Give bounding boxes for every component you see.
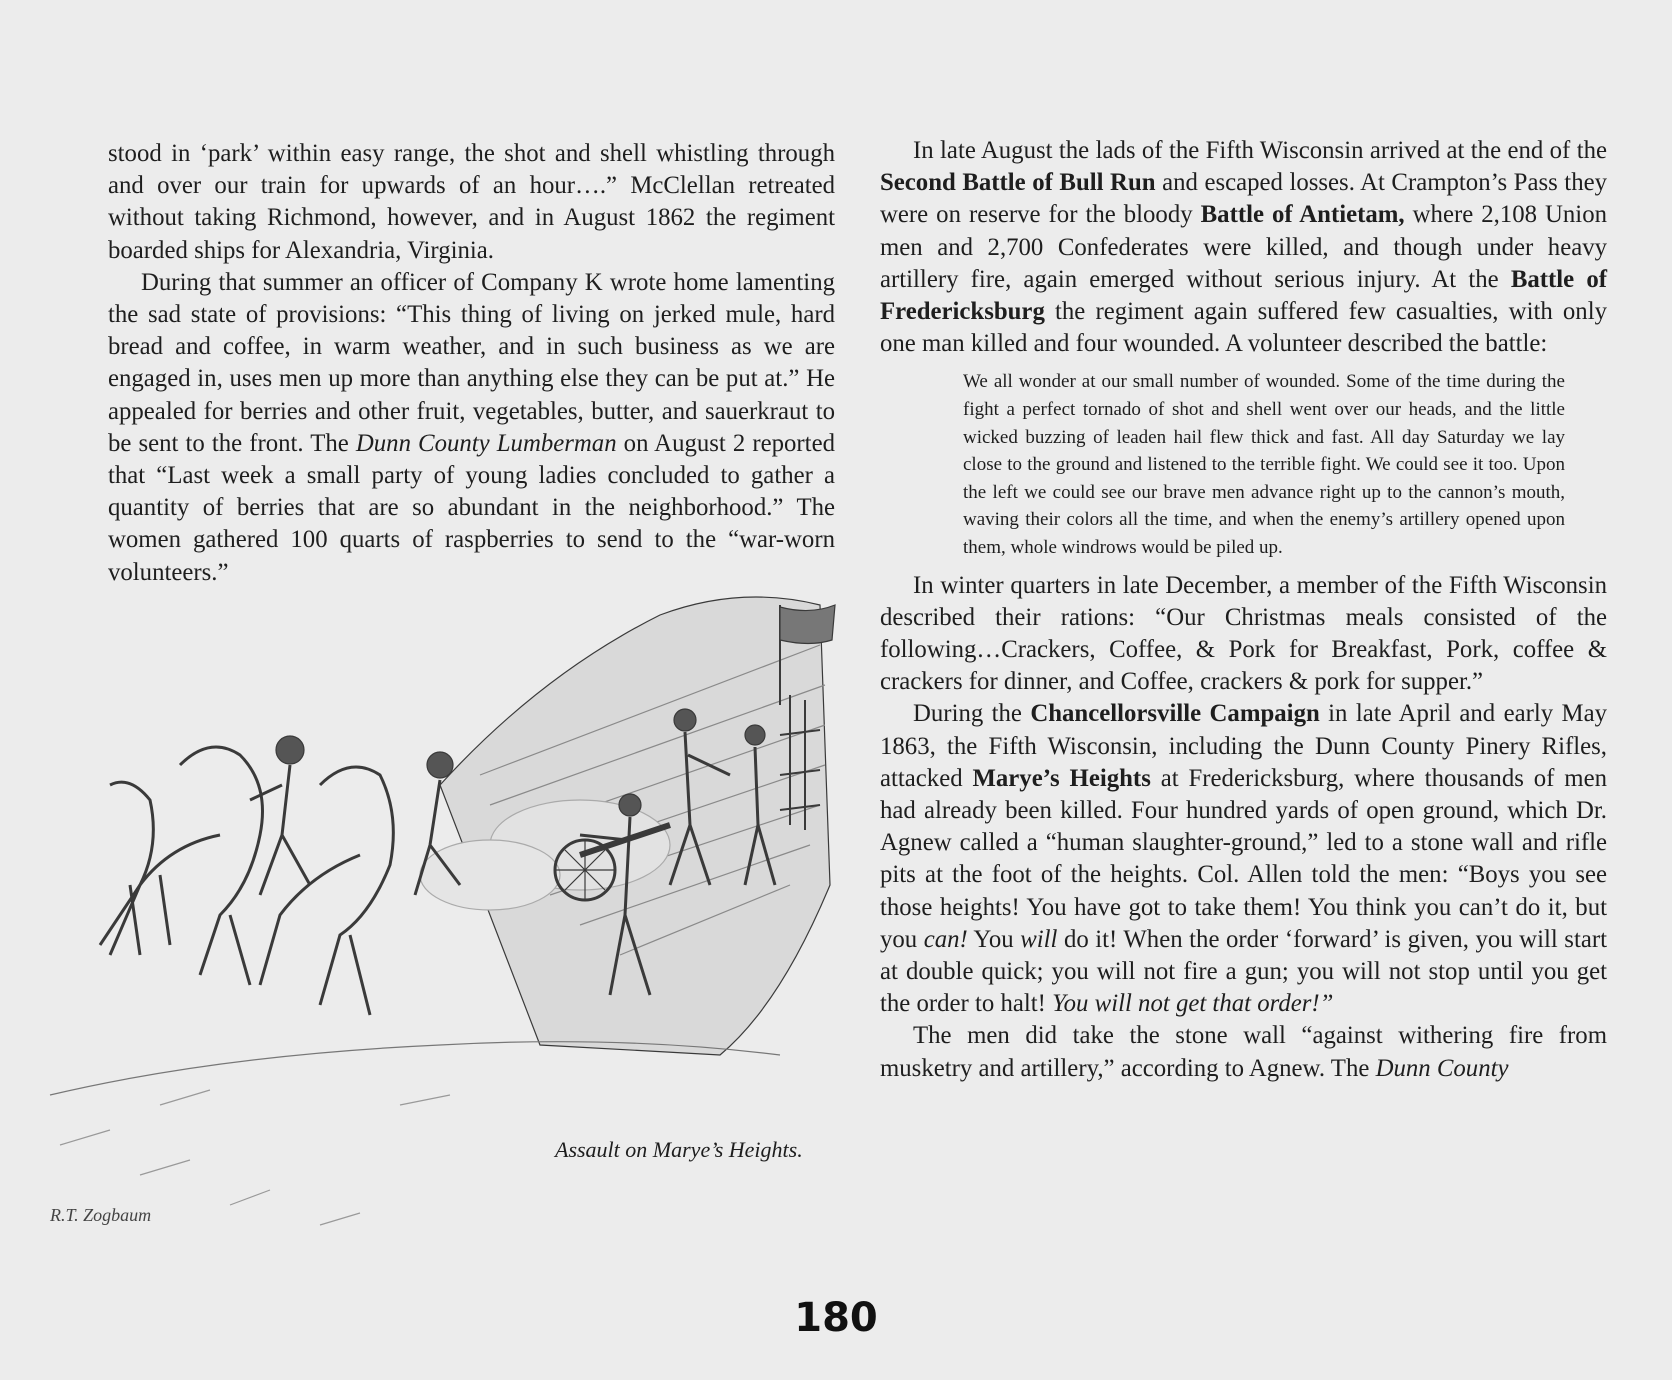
newspaper-title: Dunn County Lumberman xyxy=(355,429,617,457)
illustration-assault-on-maryes-heights xyxy=(20,585,850,1285)
battle-name: Second Battle of Bull Run xyxy=(880,169,1156,197)
right-paragraph-2: In winter quarters in late December, a member of the Fifth Wisconsin described their rations: “Our Christmas meals consisted of the following…Crackers, Coffee, & Pork for Breakfast, Pork, coffee & crackers for dinner, and Coffee, crackers & pork for supper.” xyxy=(880,571,1607,696)
right-column xyxy=(880,135,1607,1085)
page-number: 180 xyxy=(794,1295,878,1341)
left-column xyxy=(108,138,835,589)
illustration-caption: Assault on Marye’s Heights. xyxy=(555,1137,803,1162)
campaign-name: Chancellorsville Campaign xyxy=(1030,700,1320,728)
left-paragraph-2: During that summer an officer of Company K wrote home lamenting the sad state of provisions: “This thing of living on jerked mule, hard bread and coffee, in warm weather, and in such business as we are engaged in, uses men up more than anything else they can be put at.” He appealed for berries and other fruit, vegetables, butter, and sauerkraut to be sent to the front. The Dunn County Lumberman on August 2 reported that “Last week a small party of young ladies concluded to gather a quantity of berries that are so abundant in the neighborhood.” The women gathered 100 quarts of raspberries to send to the “war-worn volunteers.” xyxy=(108,268,835,586)
location-name: Marye’s Heights xyxy=(972,764,1151,792)
newspaper-title: Dunn County xyxy=(1375,1054,1509,1082)
right-paragraph-3: During the Chancellorsville Campaign in late April and early May 1863, the Fifth Wisconsin, including the Dunn County Pinery Rifles, attacked Marye’s Heights at Fredericksburg, where thousands of men had already been killed. Four hundred yards of open ground, which Dr. Agnew called a “human slaughter-ground,” led to a stone wall and rifle pits at the foot of the heights. Col. Allen told the men: “Boys you see those heights! You have got to take them! You think you can’t do it, but you can! You will do it! When the order ‘forward’ is given, you will start at double quick; you will not fire a gun; you will not stop until you get the order to halt! You will not get that order!” xyxy=(880,700,1607,1018)
battle-name: Battle of Fredericksburg xyxy=(880,265,1607,326)
right-paragraph-1: In late August the lads of the Fifth Wisconsin arrived at the end of the Second Battle of Bull Run and escaped losses. At Crampton’s Pass they were on reserve for the bloody Battle of Antietam, where 2,108 Union men and 2,700 Confederates were killed, and though under heavy artillery fire, again emerged without serious injury. At the Battle of Fredericksburg the regiment again suffered few casualties, with only one man killed and four wounded. A volunteer described the battle: xyxy=(880,137,1608,358)
left-paragraph-1: stood in ‘park’ within easy range, the shot and shell whistling through and over our train for upwards of an hour….” McClellan retreated without taking Richmond, however, and in August 1862 the regiment boarded ships for Alexandria, Virginia. xyxy=(108,140,835,264)
artist-signature: R.T. Zogbaum xyxy=(50,1205,152,1225)
block-quote: We all wonder at our small number of wounded. Some of the time during the fight a perfect tornado of shot and shell went over our heads, and the little wicked buzzing of leaden hail flew thick and fast. All day Saturday we lay close to the ground and listened to the terrible fight. We could see it too. Upon the left we could see our brave men advance right up to the cannon’s mouth, waving their colors all the time, and when the enemy’s artillery opened upon them, whole windrows would be piled up. xyxy=(963,371,1565,558)
right-paragraph-4: The men did take the stone wall “against withering fire from musketry and artillery,” according to Agnew. The Dunn County xyxy=(880,1022,1607,1082)
battle-name: Battle of Antietam, xyxy=(1200,201,1405,229)
